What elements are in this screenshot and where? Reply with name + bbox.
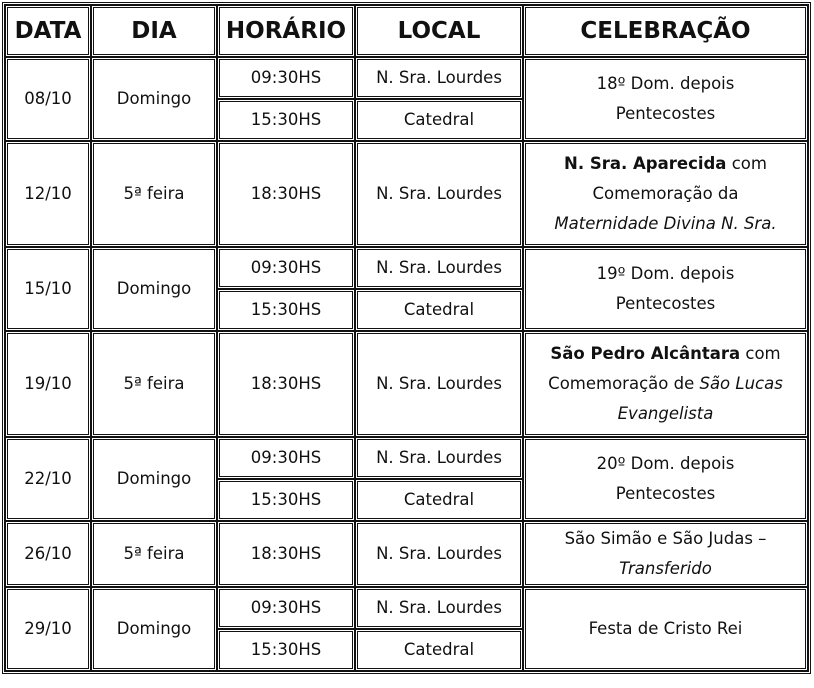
celebration-text: Comemoração de — [548, 374, 700, 393]
place-cell: Catedral — [355, 629, 523, 671]
time-cell: 15:30HS — [217, 99, 355, 141]
date-cell: 15/10 — [5, 247, 91, 331]
celebration-text: com — [740, 344, 781, 363]
celebration-text: com — [726, 154, 767, 173]
celebration-cell — [523, 331, 808, 437]
celebration-line: 19º Dom. depois — [596, 264, 735, 283]
table-row — [5, 247, 808, 289]
celebration-cell — [523, 57, 808, 141]
celebration-line: Pentecostes — [615, 104, 716, 123]
celebration-feast-name: São Pedro Alcântara — [550, 344, 741, 363]
time-cell: 09:30HS — [217, 57, 355, 99]
celebration-line: Festa de Cristo Rei — [588, 619, 743, 638]
time-cell: 15:30HS — [217, 629, 355, 671]
header-horario: HORÁRIO — [217, 5, 355, 57]
celebration-cell — [523, 437, 808, 521]
day-cell: 5ª feira — [91, 141, 217, 247]
day-cell: 5ª feira — [91, 331, 217, 437]
celebration-line: 20º Dom. depois — [596, 454, 735, 473]
time-cell: 18:30HS — [217, 331, 355, 437]
header-data: DATA — [5, 5, 91, 57]
day-cell: Domingo — [91, 247, 217, 331]
celebration-commemoration: São Lucas Evangelista — [617, 374, 783, 423]
date-cell: 12/10 — [5, 141, 91, 247]
place-cell: N. Sra. Lourdes — [355, 247, 523, 289]
place-cell: N. Sra. Lourdes — [355, 141, 523, 247]
header-local: LOCAL — [355, 5, 523, 57]
celebration-cell — [523, 141, 808, 247]
celebration-feast-name: N. Sra. Aparecida — [564, 154, 727, 173]
time-cell: 15:30HS — [217, 479, 355, 521]
time-cell: 15:30HS — [217, 289, 355, 331]
celebration-line: 18º Dom. depois — [596, 74, 735, 93]
celebration-line: Comemoração da — [592, 184, 739, 203]
celebration-cell — [523, 247, 808, 331]
place-cell: N. Sra. Lourdes — [355, 587, 523, 629]
table-row — [5, 331, 808, 437]
table-row — [5, 141, 808, 247]
day-cell: Domingo — [91, 57, 217, 141]
time-cell: 09:30HS — [217, 247, 355, 289]
celebration-line: Pentecostes — [615, 484, 716, 503]
celebration-cell — [523, 587, 808, 671]
celebration-schedule-table — [2, 2, 811, 674]
celebration-line: São Simão e São Judas – — [564, 529, 767, 548]
place-cell: Catedral — [355, 99, 523, 141]
date-cell: 19/10 — [5, 331, 91, 437]
place-cell: N. Sra. Lourdes — [355, 331, 523, 437]
place-cell: N. Sra. Lourdes — [355, 437, 523, 479]
time-cell: 09:30HS — [217, 437, 355, 479]
date-cell: 08/10 — [5, 57, 91, 141]
table-row — [5, 587, 808, 629]
day-cell: 5ª feira — [91, 521, 217, 587]
time-cell: 18:30HS — [217, 521, 355, 587]
celebration-commemoration: Maternidade Divina N. Sra. — [554, 214, 777, 233]
schedule-container — [2, 2, 811, 674]
place-cell: N. Sra. Lourdes — [355, 57, 523, 99]
date-cell: 26/10 — [5, 521, 91, 587]
table-row — [5, 437, 808, 479]
celebration-line: Pentecostes — [615, 294, 716, 313]
header-celebracao: CELEBRAÇÃO — [523, 5, 808, 57]
place-cell: Catedral — [355, 289, 523, 331]
table-row — [5, 521, 808, 587]
date-cell: 29/10 — [5, 587, 91, 671]
header-row — [5, 5, 808, 57]
celebration-cell — [523, 521, 808, 587]
place-cell: Catedral — [355, 479, 523, 521]
celebration-note: Transferido — [619, 559, 712, 578]
day-cell: Domingo — [91, 587, 217, 671]
time-cell: 18:30HS — [217, 141, 355, 247]
place-cell: N. Sra. Lourdes — [355, 521, 523, 587]
header-dia: DIA — [91, 5, 217, 57]
table-row — [5, 57, 808, 99]
time-cell: 09:30HS — [217, 587, 355, 629]
day-cell: Domingo — [91, 437, 217, 521]
date-cell: 22/10 — [5, 437, 91, 521]
